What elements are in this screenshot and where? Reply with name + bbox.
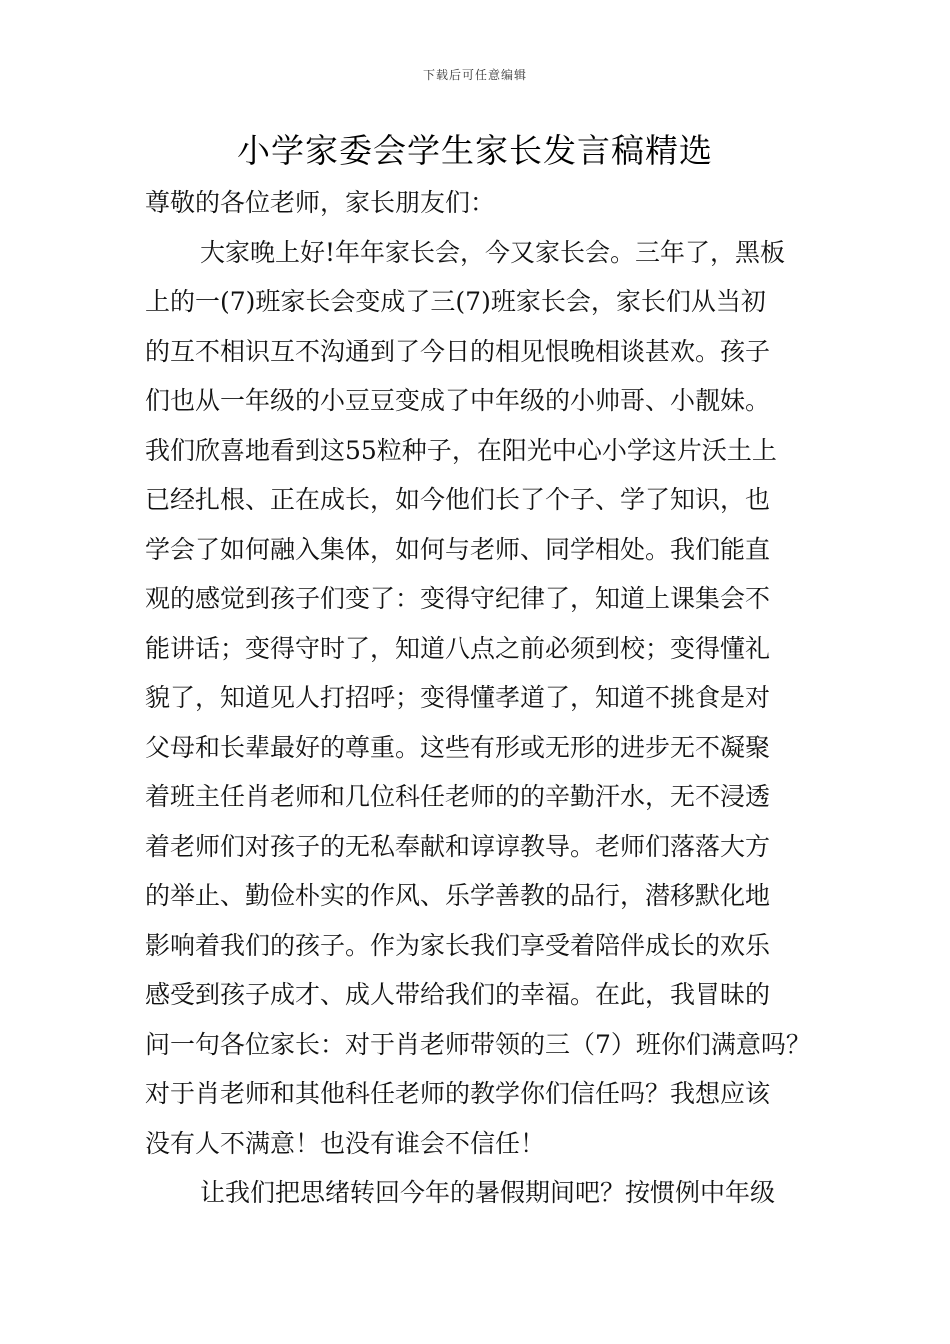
paragraph-line: 着班主任肖老师和几位科任老师的的辛勤汗水，无不浸透 — [145, 782, 771, 811]
paragraph-line: 貌了，知道见人打招呼；变得懂孝道了，知道不挑食是对 — [145, 683, 771, 712]
paragraph-line: 的互不相识互不沟通到了今日的相见恨晚相谈甚欢。孩子 — [145, 336, 771, 366]
page-title: 小学家委会学生家长发言稿精选 — [237, 131, 713, 170]
salutation-line: 尊敬的各位老师，家长朋友们： — [145, 188, 496, 217]
paragraph-line: 的举止、勤俭朴实的作风、乐学善教的品行，潜移默化地 — [145, 881, 771, 910]
paragraph-line: 们也从一年级的小豆豆变成了中年级的小帅哥、小靓妹。 — [145, 386, 771, 415]
paragraph-line: 上的一(7)班家长会变成了三(7)班家长会，家长们从当初 — [145, 287, 766, 316]
paragraph-line: 没有人不满意！也没有谁会不信任！ — [145, 1128, 546, 1158]
paragraph-line: 感受到孩子成才、成人带给我们的幸福。在此，我冒昧的 — [145, 980, 771, 1009]
paragraph-line: 着老师们对孩子的无私奉献和谆谆教导。老师们落落大方 — [145, 831, 771, 861]
paragraph-line: 对于肖老师和其他科任老师的教学你们信任吗？我想应该 — [145, 1079, 771, 1108]
paragraph-line: 问一句各位家长：对于肖老师带领的三（7）班你们满意吗？ — [145, 1029, 811, 1059]
paragraph-line: 大家晚上好!年年家长会，今又家长会。三年了，黑板 — [200, 237, 786, 267]
paragraph-line: 让我们把思绪转回今年的暑假期间吧？按惯例中年级 — [200, 1178, 776, 1207]
paragraph-line: 学会了如何融入集体，如何与老师、同学相处。我们能直 — [145, 534, 771, 564]
body-text — [145, 178, 810, 1218]
header-note: 下载后可任意编辑 — [422, 68, 527, 82]
paragraph-line: 我们欣喜地看到这55粒种子，在阳光中心小学这片沃土上 — [145, 435, 777, 465]
paragraph-line: 影响着我们的孩子。作为家长我们享受着陪伴成长的欢乐 — [145, 930, 771, 960]
paragraph-line: 已经扎根、正在成长，如今他们长了个子、学了知识，也 — [145, 485, 771, 514]
paragraph-line: 父母和长辈最好的尊重。这些有形或无形的进步无不凝聚 — [145, 732, 771, 762]
paragraph-line: 能讲话；变得守时了，知道八点之前必须到校；变得懂礼 — [145, 633, 771, 663]
paragraph-line: 观的感觉到孩子们变了：变得守纪律了，知道上课集会不 — [145, 584, 771, 613]
